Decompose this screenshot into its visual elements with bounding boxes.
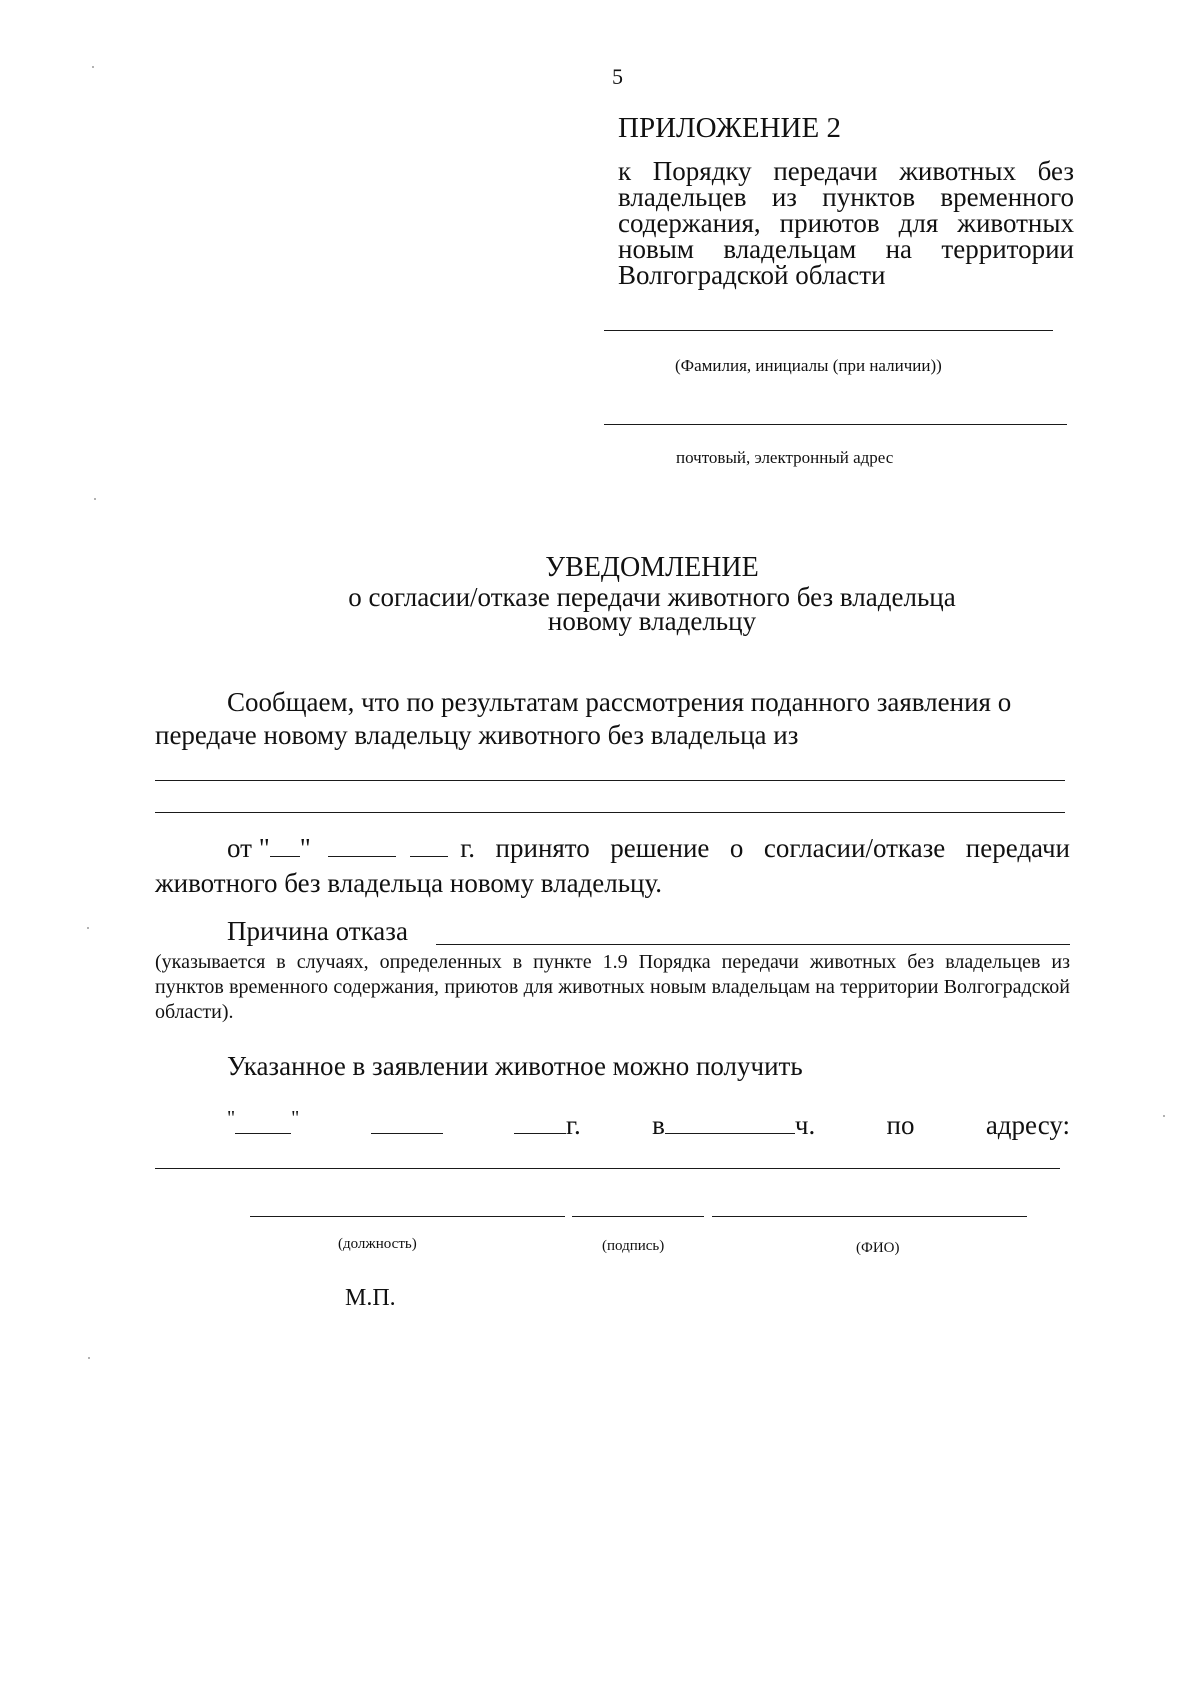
- paragraph-1-line-1: Сообщаем, что по результатам рассмотрения поданного заявления о: [227, 687, 1012, 717]
- pickup-year-group: [514, 1110, 581, 1141]
- reason-note: (указывается в случаях, определенных в пункте 1.9 Порядка передачи животных без владельцев из пунктов временного содержания, приютов для животных новым владельцам на территории Волгоградской области).: [155, 951, 1070, 1023]
- date-day-field[interactable]: [270, 854, 300, 857]
- recipient-address-caption: почтовый, электронный адрес: [676, 448, 894, 467]
- position-caption: (должность): [338, 1236, 417, 1252]
- decision-line-2: животного без владельца новому владельцу.: [155, 868, 663, 898]
- recipient-address-line[interactable]: [604, 424, 1067, 425]
- appendix-title: ПРИЛОЖЕНИЕ 2: [618, 112, 841, 144]
- pickup-year-field[interactable]: [514, 1131, 566, 1134]
- notice-subtitle-line2: новому владельцу: [547, 606, 757, 636]
- pickup-year-label: г.: [566, 1110, 581, 1140]
- scan-speck: [94, 498, 96, 500]
- reason-field[interactable]: [436, 944, 1070, 945]
- full-name-field[interactable]: [712, 1216, 1027, 1217]
- pickup-line: Указанное в заявлении животное можно получить: [227, 1051, 803, 1081]
- scan-speck: [87, 927, 89, 929]
- source-facility-line-2[interactable]: [155, 812, 1065, 813]
- pickup-quote-close: ": [291, 1107, 300, 1129]
- recipient-name-line[interactable]: [604, 330, 1053, 331]
- date-quote: ": [299, 833, 311, 863]
- pickup-hour-field[interactable]: [665, 1131, 795, 1134]
- position-field[interactable]: [250, 1216, 565, 1217]
- scan-speck: [92, 66, 94, 68]
- pickup-day-field[interactable]: [235, 1131, 291, 1134]
- notice-subtitle-line1: о согласии/отказе передачи животного без владельца: [348, 582, 956, 612]
- scan-speck: [88, 1357, 90, 1359]
- recipient-name-caption: (Фамилия, инициалы (при наличии)): [675, 356, 942, 375]
- full-name-caption: (ФИО): [856, 1240, 900, 1256]
- decision-date-group: [227, 833, 448, 864]
- signature-field[interactable]: [572, 1216, 704, 1217]
- pickup-address-field[interactable]: [155, 1168, 1060, 1169]
- date-year-field[interactable]: [410, 854, 448, 857]
- paragraph-1-line-2: передаче новому владельцу животного без владельца из: [155, 720, 799, 750]
- pickup-hour-label: ч.: [794, 1110, 816, 1140]
- pickup-details-line: [227, 1107, 1070, 1141]
- date-prefix: от ": [227, 833, 270, 863]
- pickup-day-group: [227, 1107, 299, 1141]
- page-number: 5: [612, 64, 623, 89]
- pickup-quote-open: ": [227, 1107, 236, 1129]
- signature-caption: (подпись): [602, 1238, 665, 1254]
- date-month-field[interactable]: [328, 854, 396, 857]
- pickup-address-label: адресу:: [985, 1110, 1070, 1140]
- seal-place: М.П.: [345, 1285, 396, 1311]
- decision-line: [227, 833, 1070, 864]
- reason-label: Причина отказа: [227, 916, 408, 946]
- scan-speck: [1163, 1115, 1165, 1117]
- pickup-hour-group: [652, 1110, 815, 1141]
- source-facility-line-1[interactable]: [155, 780, 1065, 781]
- decision-tail: г. принято решение о согласии/отказе передачи: [460, 833, 1070, 863]
- pickup-by-label: по: [886, 1110, 915, 1140]
- pickup-at-label: в: [652, 1110, 665, 1140]
- pickup-month-field[interactable]: [371, 1131, 443, 1134]
- appendix-text: к Порядку передачи животных без владельцев из пунктов временного содержания, приютов для животных новым владельцам на территории Волгоградской области: [618, 156, 1074, 290]
- notice-title: УВЕДОМЛЕНИЕ: [545, 552, 759, 583]
